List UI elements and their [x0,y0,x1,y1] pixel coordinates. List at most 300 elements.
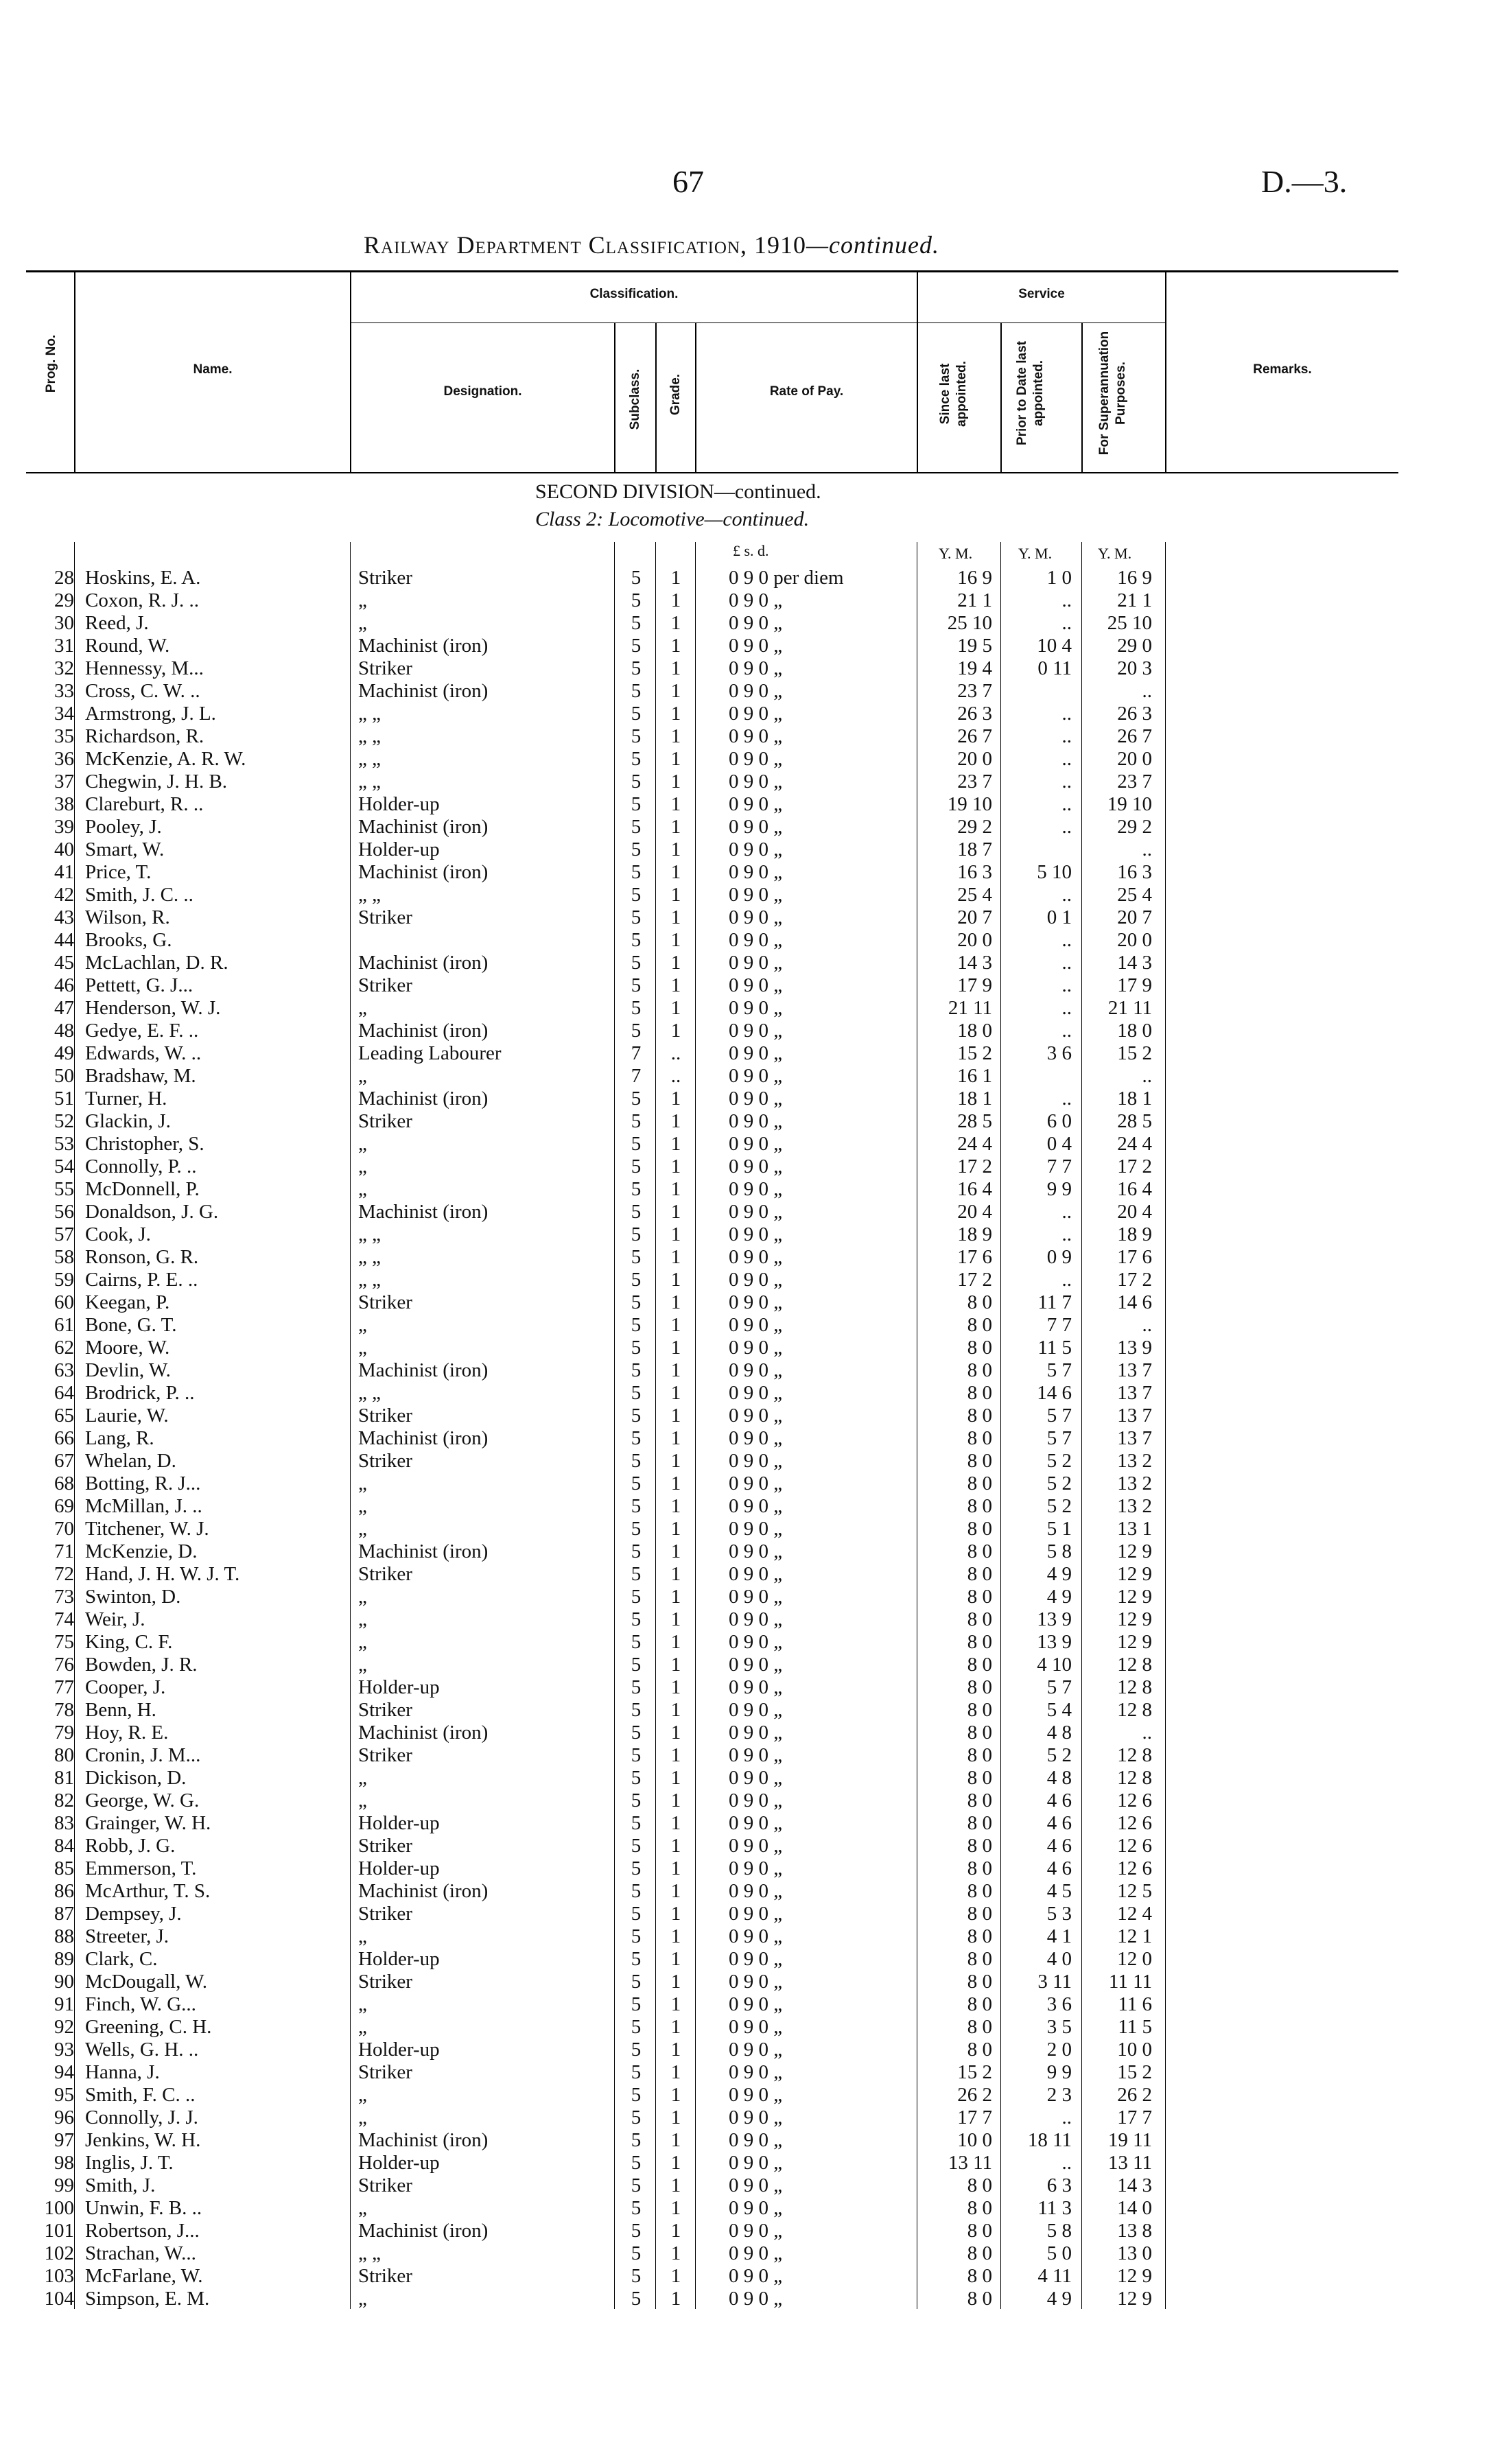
employee-name: Whelan, D. [85,1450,176,1472]
since-last-appointed: 13 11 [948,2152,992,2174]
superannuation-service: 13 9 [1117,1337,1152,1359]
rate-of-pay: 0 9 0 „ [729,2061,783,2083]
rate-of-pay: 0 9 0 „ [729,997,783,1019]
subclass: 5 [631,1540,642,1562]
row-number: 100 [44,2197,74,2219]
table-row [0,1767,1491,1790]
employee-name: Hoskins, E. A. [85,567,201,589]
table-row [0,589,1491,612]
since-last-appointed: 20 7 [957,906,992,928]
table-row [0,2197,1491,2220]
superannuation-service: 26 2 [1117,2084,1152,2106]
subclass: 5 [631,793,642,815]
designation: Striker [358,657,412,679]
prior-to-date-appointed: 4 11 [1037,2265,1072,2287]
since-last-appointed: 23 7 [957,771,992,793]
since-last-appointed: 8 0 [967,1948,992,1970]
superannuation-service: 25 10 [1107,612,1152,634]
table-row [0,1020,1491,1042]
rate-of-pay: 0 9 0 „ [729,2107,783,2128]
rate-of-pay: 0 9 0 „ [729,838,783,860]
employee-name: Bowden, J. R. [85,1654,198,1676]
grade: 1 [670,1178,681,1200]
grade: 1 [670,1472,681,1494]
subclass: 5 [631,1722,642,1744]
rate-of-pay: 0 9 0 „ [729,2242,783,2264]
rate-of-pay: 0 9 0 „ [729,1405,783,1427]
since-last-appointed: 10 0 [957,2129,992,2151]
rate-of-pay: 0 9 0 „ [729,861,783,883]
table-row [0,1178,1491,1201]
table-row [0,1359,1491,1382]
employee-name: Bradshaw, M. [85,1065,196,1087]
superannuation-service: 12 9 [1117,2265,1152,2287]
subclass: 5 [631,974,642,996]
table-row [0,635,1491,657]
rate-of-pay: 0 9 0 per diem [729,567,844,589]
row-number: 85 [54,1857,74,1879]
superannuation-service: 14 6 [1117,1291,1152,1313]
designation: „ [358,1654,367,1676]
employee-name: Chegwin, J. H. B. [85,771,228,793]
prior-to-date-appointed: 11 7 [1037,1291,1072,1313]
subclass: 5 [631,1880,642,1902]
since-last-appointed: 14 3 [957,952,992,974]
designation: Machinist (iron) [358,1359,489,1381]
employee-name: Connolly, J. J. [85,2107,198,2128]
prior-to-date-appointed: 3 5 [1046,2016,1072,2038]
since-last-appointed: 8 0 [967,1631,992,1653]
designation: „ „ [358,884,381,906]
row-number: 92 [54,2016,74,2038]
subclass: 5 [631,1178,642,1200]
since-last-appointed: 18 9 [957,1223,992,1245]
designation: Striker [358,1971,412,1993]
row-number: 68 [54,1472,74,1494]
designation: „ „ [358,725,381,747]
rate-of-pay: 0 9 0 „ [729,2129,783,2151]
superannuation-service: 18 9 [1117,1223,1152,1245]
row-number: 83 [54,1812,74,1834]
prior-to-date-appointed: 3 11 [1037,1971,1072,1993]
grade: 1 [670,635,681,657]
since-last-appointed: 8 0 [967,1314,992,1336]
grade: 1 [670,725,681,747]
designation: Striker [358,974,412,996]
superannuation-service: .. [1142,680,1152,702]
subclass: 5 [631,1088,642,1110]
superannuation-service: 12 8 [1117,1767,1152,1789]
rate-of-pay: 0 9 0 „ [729,1586,783,1608]
designation: „ „ [358,1223,381,1245]
since-last-appointed: 23 7 [957,680,992,702]
row-number: 53 [54,1133,74,1155]
prior-to-date-appointed: 5 1 [1046,1518,1072,1540]
grade: 1 [670,1608,681,1630]
row-number: 94 [54,2061,74,2083]
prior-to-date-appointed: .. [1061,884,1072,906]
designation: Striker [358,2061,412,2083]
superannuation-service: 25 4 [1117,884,1152,906]
page-number: 67 [672,164,704,199]
row-number: 41 [54,861,74,883]
subclass: 5 [631,2152,642,2174]
designation: „ „ [358,2242,381,2264]
row-number: 78 [54,1699,74,1721]
grade: 1 [670,2129,681,2151]
since-last-appointed: 20 4 [957,1201,992,1223]
table-row [0,1563,1491,1586]
subclass: 5 [631,1359,642,1381]
rate-of-pay: 0 9 0 „ [729,1925,783,1947]
superannuation-service: 15 2 [1117,1042,1152,1064]
row-number: 47 [54,997,74,1019]
since-last-appointed: 8 0 [967,1608,992,1630]
since-last-appointed: 16 9 [957,567,992,589]
employee-name: Gedye, E. F. .. [85,1020,199,1042]
header-classification: Classification. [589,287,679,301]
since-last-appointed: 8 0 [967,2174,992,2196]
subclass: 5 [631,2174,642,2196]
row-number: 76 [54,1654,74,1676]
grade: 1 [670,1971,681,1993]
designation: Striker [358,2265,412,2287]
rate-of-pay: 0 9 0 „ [729,2016,783,2038]
since-last-appointed: 8 0 [967,1405,992,1427]
rate-of-pay: 0 9 0 „ [729,1359,783,1381]
grade: 1 [670,1518,681,1540]
row-number: 61 [54,1314,74,1336]
employee-name: Robb, J. G. [85,1835,176,1857]
grade: .. [670,1065,681,1087]
rate-of-pay: 0 9 0 „ [729,1631,783,1653]
prior-to-date-appointed: 7 7 [1046,1155,1072,1177]
since-last-appointed: 25 4 [957,884,992,906]
subclass: 5 [631,1020,642,1042]
prior-to-date-appointed: 0 9 [1046,1246,1072,1268]
rate-of-pay: 0 9 0 „ [729,1065,783,1087]
prior-to-date-appointed: 5 4 [1046,1699,1072,1721]
rate-of-pay: 0 9 0 „ [729,1540,783,1562]
classification-subrule [350,322,917,323]
superannuation-service: .. [1142,1314,1152,1336]
table-row [0,929,1491,952]
subclass: 5 [631,1790,642,1811]
subclass: 5 [631,2084,642,2106]
rate-of-pay: 0 9 0 „ [729,748,783,770]
header-name: Name. [193,362,233,377]
employee-name: George, W. G. [85,1790,200,1811]
prior-to-date-appointed: .. [1061,1269,1072,1291]
superannuation-service: 12 8 [1117,1699,1152,1721]
grade: 1 [670,2084,681,2106]
designation: „ „ [358,703,381,725]
subclass: 5 [631,657,642,679]
subclass: 5 [631,612,642,634]
subclass: 5 [631,1155,642,1177]
table-row [0,906,1491,929]
table-row [0,703,1491,725]
designation: „ [358,1065,367,1087]
table-row [0,2016,1491,2039]
superannuation-service: 14 3 [1117,2174,1152,2196]
employee-name: Pettett, G. J... [85,974,193,996]
prior-to-date-appointed: 13 9 [1037,1608,1072,1630]
rate-of-pay: 0 9 0 „ [729,2265,783,2287]
employee-name: Henderson, W. J. [85,997,221,1019]
table-row [0,2129,1491,2152]
since-last-appointed: 8 0 [967,2197,992,2219]
grade: 1 [670,1948,681,1970]
grade: 1 [670,1722,681,1744]
superannuation-service: 19 11 [1107,2129,1152,2151]
table-row [0,1812,1491,1835]
employee-name: Dempsey, J. [85,1903,182,1925]
since-last-appointed: 8 0 [967,1744,992,1766]
prior-to-date-appointed: 2 3 [1046,2084,1072,2106]
employee-name: Price, T. [85,861,152,883]
superannuation-service: 12 4 [1117,1903,1152,1925]
since-last-appointed: 26 7 [957,725,992,747]
since-last-appointed: 8 0 [967,1337,992,1359]
designation: Holder-up [358,1857,440,1879]
row-number: 40 [54,838,74,860]
designation: Machinist (iron) [358,1540,489,1562]
subclass: 5 [631,1767,642,1789]
designation: Leading Labourer [358,1042,502,1064]
row-number: 95 [54,2084,74,2106]
subclass: 5 [631,567,642,589]
section-division: SECOND DIVISION—continued. [535,480,821,503]
employee-name: Edwards, W. .. [85,1042,202,1064]
since-last-appointed: 18 0 [957,1020,992,1042]
rate-of-pay: 0 9 0 „ [729,612,783,634]
superannuation-service: 26 3 [1117,703,1152,725]
header-prior-to-date: Prior to Date last appointed. [1015,340,1046,446]
employee-name: Laurie, W. [85,1405,169,1427]
superannuation-service: 26 7 [1117,725,1152,747]
superannuation-service: 17 9 [1117,974,1152,996]
designation: Striker [358,567,412,589]
prior-to-date-appointed: 4 6 [1046,1857,1072,1879]
row-number: 66 [54,1427,74,1449]
header-service: Service [1018,287,1065,301]
rate-of-pay: 0 9 0 „ [729,1903,783,1925]
designation: „ [358,1790,367,1811]
prior-to-date-appointed: .. [1061,2107,1072,2128]
rate-of-pay: 0 9 0 „ [729,2039,783,2061]
since-last-appointed: 15 2 [957,2061,992,2083]
designation: „ [358,1608,367,1630]
employee-name: Bone, G. T. [85,1314,177,1336]
row-number: 93 [54,2039,74,2061]
superannuation-service: 11 5 [1118,2016,1152,2038]
row-number: 74 [54,1608,74,1630]
rate-of-pay: 0 9 0 „ [729,1676,783,1698]
since-last-appointed: 8 0 [967,1880,992,1902]
employee-name: Unwin, F. B. .. [85,2197,202,2219]
employee-name: Hennessy, M... [85,657,204,679]
rate-of-pay: 0 9 0 „ [729,2220,783,2242]
employee-name: Cairns, P. E. .. [85,1269,198,1291]
superannuation-service: 13 2 [1117,1495,1152,1517]
employee-name: Hand, J. H. W. J. T. [85,1563,240,1585]
subclass: 5 [631,2129,642,2151]
rate-of-pay: 0 9 0 „ [729,906,783,928]
table-row [0,997,1491,1020]
employee-name: Hanna, J. [85,2061,160,2083]
subclass: 5 [631,1744,642,1766]
table-row [0,1472,1491,1495]
since-last-appointed: 20 0 [957,748,992,770]
prior-to-date-appointed: 3 6 [1046,1993,1072,2015]
row-number: 33 [54,680,74,702]
prior-to-date-appointed: 5 8 [1046,2220,1072,2242]
designation: „ „ [358,1269,381,1291]
prior-to-date-appointed: .. [1061,1201,1072,1223]
table-row [0,1654,1491,1676]
employee-name: McFarlane, W. [85,2265,203,2287]
superannuation-service: 17 6 [1117,1246,1152,1268]
prior-to-date-appointed: 13 9 [1037,1631,1072,1653]
rate-of-pay: 0 9 0 „ [729,1110,783,1132]
rate-of-pay: 0 9 0 „ [729,816,783,838]
rate-of-pay: 0 9 0 „ [729,952,783,974]
rate-of-pay: 0 9 0 „ [729,1790,783,1811]
rate-of-pay: 0 9 0 „ [729,1563,783,1585]
designation: „ [358,1155,367,1177]
grade: 1 [670,1631,681,1653]
employee-name: Benn, H. [85,1699,156,1721]
row-number: 34 [54,703,74,725]
employee-name: Keegan, P. [85,1291,170,1313]
designation: „ [358,1314,367,1336]
since-last-appointed: 8 0 [967,2242,992,2264]
since-last-appointed: 21 11 [948,997,992,1019]
designation: „ „ [358,771,381,793]
header-grade: Grade. [668,373,683,416]
prior-to-date-appointed: 9 9 [1046,1178,1072,1200]
designation: Striker [358,1450,412,1472]
rate-of-pay: 0 9 0 „ [729,1767,783,1789]
since-last-appointed: 8 0 [967,2288,992,2310]
employee-name: Clareburt, R. .. [85,793,204,815]
designation: Striker [358,906,412,928]
row-number: 102 [44,2242,74,2264]
superannuation-service: .. [1142,1722,1152,1744]
subclass: 5 [631,1903,642,1925]
row-number: 32 [54,657,74,679]
employee-name: Turner, H. [85,1088,167,1110]
designation: Machinist (iron) [358,1201,489,1223]
table-row [0,1042,1491,1065]
units-prior: Y. M. [1018,545,1053,562]
designation: „ [358,2107,367,2128]
superannuation-service: 17 7 [1117,2107,1152,2128]
since-last-appointed: 19 4 [957,657,992,679]
grade: 1 [670,567,681,589]
rate-of-pay: 0 9 0 „ [729,1020,783,1042]
table-row [0,1269,1491,1291]
rate-of-pay: 0 9 0 „ [729,1427,783,1449]
grade: 1 [670,1812,681,1834]
designation: Holder-up [358,1676,440,1698]
since-last-appointed: 20 0 [957,929,992,951]
designation: „ [358,1767,367,1789]
since-last-appointed: 8 0 [967,2265,992,2287]
designation: „ [358,1631,367,1653]
employee-name: Titchener, W. J. [85,1518,209,1540]
superannuation-service: 12 0 [1117,1948,1152,1970]
since-last-appointed: 8 0 [967,1654,992,1676]
table-row [0,1790,1491,1812]
designation: „ [358,1993,367,2015]
since-last-appointed: 24 4 [957,1133,992,1155]
row-number: 55 [54,1178,74,1200]
grade: 1 [670,952,681,974]
since-last-appointed: 8 0 [967,1993,992,2015]
superannuation-service: 18 0 [1117,1020,1152,1042]
table-row [0,838,1491,861]
superannuation-service: 29 2 [1117,816,1152,838]
grade: 1 [670,1337,681,1359]
table-row [0,1223,1491,1246]
since-last-appointed: 8 0 [967,1790,992,1811]
prior-to-date-appointed: 5 2 [1046,1744,1072,1766]
vrule-subclass [655,322,657,472]
grade: 1 [670,929,681,951]
since-last-appointed: 17 2 [957,1269,992,1291]
subclass: 5 [631,1676,642,1698]
employee-name: Brooks, G. [85,929,172,951]
since-last-appointed: 17 2 [957,1155,992,1177]
table-row [0,1291,1491,1314]
designation: Striker [358,1744,412,1766]
rate-of-pay: 0 9 0 „ [729,771,783,793]
employee-name: Weir, J. [85,1608,145,1630]
superannuation-service: 13 7 [1117,1427,1152,1449]
grade: 1 [670,1382,681,1404]
superannuation-service: 13 0 [1117,2242,1152,2264]
row-number: 101 [44,2220,74,2242]
since-last-appointed: 8 0 [967,1472,992,1494]
rate-of-pay: 0 9 0 „ [729,635,783,657]
subclass: 5 [631,1563,642,1585]
subclass: 5 [631,1608,642,1630]
grade: 1 [670,1314,681,1336]
grade: 1 [670,1654,681,1676]
since-last-appointed: 8 0 [967,1518,992,1540]
grade: 1 [670,1699,681,1721]
table-row [0,748,1491,771]
rate-of-pay: 0 9 0 „ [729,703,783,725]
grade: 1 [670,2107,681,2128]
rate-of-pay: 0 9 0 „ [729,2197,783,2219]
subclass: 5 [631,1246,642,1268]
row-number: 91 [54,1993,74,2015]
since-last-appointed: 21 1 [957,589,992,611]
prior-to-date-appointed: 5 3 [1046,1903,1072,1925]
superannuation-service: 12 6 [1117,1790,1152,1811]
grade: 1 [670,906,681,928]
since-last-appointed: 8 0 [967,2039,992,2061]
since-last-appointed: 8 0 [967,1540,992,1562]
row-number: 72 [54,1563,74,1585]
superannuation-service: 20 4 [1117,1201,1152,1223]
superannuation-service: 16 4 [1117,1178,1152,1200]
subclass: 5 [631,680,642,702]
superannuation-service: 16 3 [1117,861,1152,883]
